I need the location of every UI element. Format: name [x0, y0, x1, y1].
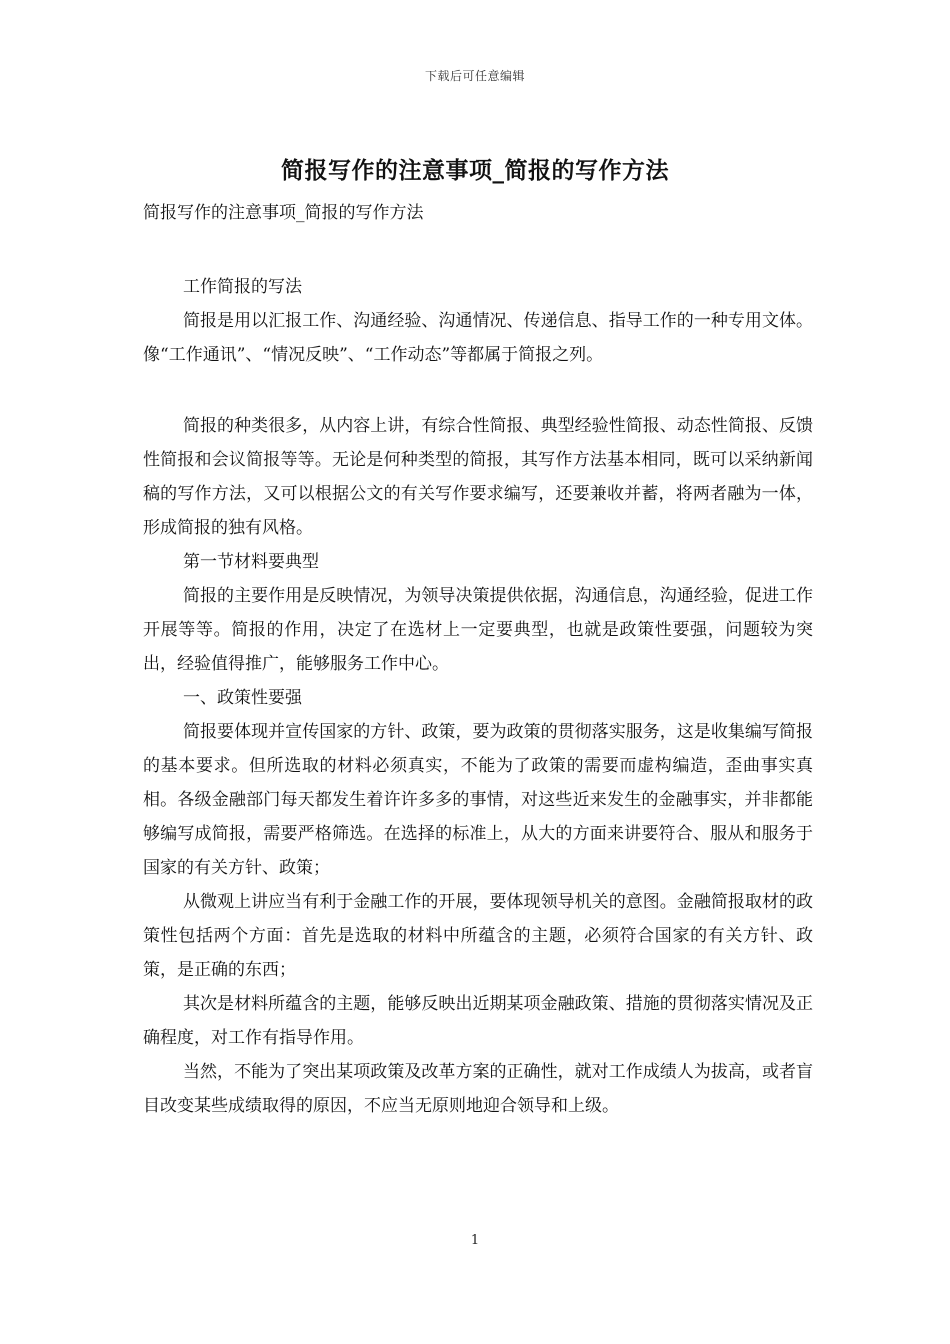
document-body: [143, 196, 813, 1123]
section-heading: 第一节材料要典型: [183, 552, 319, 572]
body-paragraph: 简报是用以汇报工作、沟通经验、沟通情况、传递信息、指导工作的一种专用文体。像“工作通讯”、“情况反映”、“工作动态”等都属于简报之列。: [143, 311, 813, 365]
body-paragraph: 其次是材料所蕴含的主题，能够反映出近期某项金融政策、措施的贯彻落实情况及正确程度，对工作有指导作用。: [143, 994, 813, 1048]
page-number: 1: [470, 1233, 480, 1248]
body-paragraph: 简报要体现并宣传国家的方针、政策，要为政策的贯彻落实服务，这是收集编写简报的基本要求。但所选取的材料必须真实，不能为了政策的需要而虚构编造，歪曲事实真相。各级金融部门每天都发生着许许多多的事情，对这些近来发生的金融事实，并非都能够编写成简报，需要严格筛选。在选择的标准上，从大的方面来讲要符合、服从和服务于国家的有关方针、政策；: [143, 722, 813, 878]
body-paragraph: 简报的主要作用是反映情况，为领导决策提供依据，沟通信息，沟通经验，促进工作开展等等。简报的作用，决定了在选材上一定要典型，也就是政策性要强，问题较为突出，经验值得推广，能够服务工作中心。: [143, 586, 813, 674]
body-paragraph: 当然，不能为了突出某项政策及改革方案的正确性，就对工作成绩人为拔高，或者盲目改变某些成绩取得的原因，不应当无原则地迎合领导和上级。: [143, 1062, 813, 1116]
page-header-note: 下载后可任意编辑: [424, 69, 525, 83]
body-paragraph: 简报的种类很多，从内容上讲，有综合性简报、典型经验性简报、动态性简报、反馈性简报和会议简报等等。无论是何种类型的简报，其写作方法基本相同，既可以采纳新闻稿的写作方法，又可以根据公文的有关写作要求编写，还要兼收并蓄，将两者融为一体，形成简报的独有风格。: [143, 416, 813, 538]
body-paragraph: 工作简报的写法: [183, 277, 302, 297]
section-heading: 一、政策性要强: [183, 688, 302, 708]
document-subtitle: 简报写作的注意事项_简报的写作方法: [143, 203, 424, 223]
body-paragraph: 从微观上讲应当有利于金融工作的开展，要体现领导机关的意图。金融简报取材的政策性包括两个方面：首先是选取的材料中所蕴含的主题，必须符合国家的有关方针、政策，是正确的东西；: [143, 892, 813, 980]
document-title: 简报写作的注意事项_简报的写作方法: [281, 157, 669, 184]
